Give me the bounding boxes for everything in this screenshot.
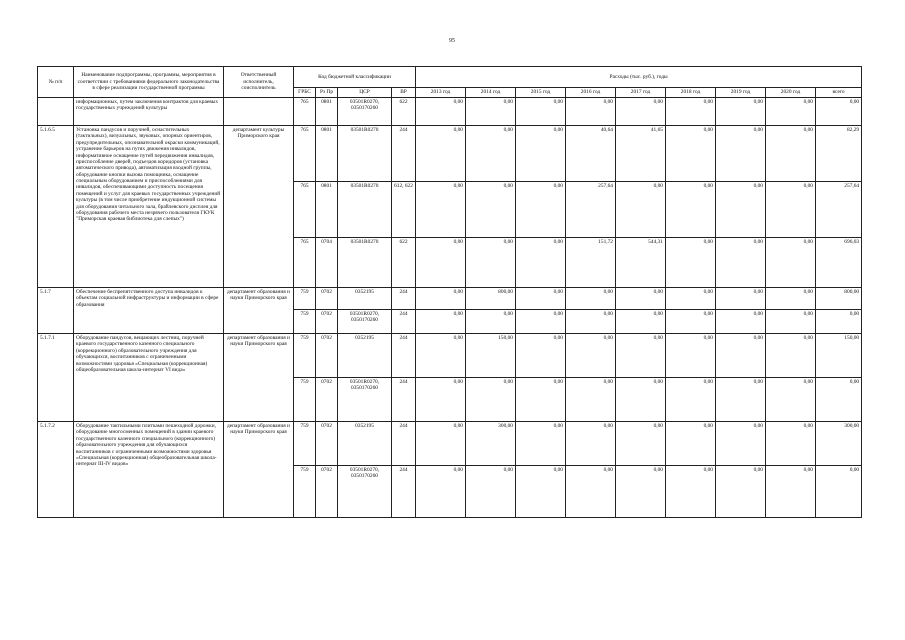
year-value-cell: 0,00 [766,466,816,518]
year-value-cell: 0,00 [766,310,816,334]
year-value-cell: 0,00 [766,422,816,466]
vr-cell: 244 [392,334,416,378]
total-cell: 800,00 [816,288,862,310]
header-year-2020: 2020 год [766,88,816,98]
rzpr-cell: 0801 [316,98,338,126]
item-name: Оборудование пандусов, вещающих лестниц, поручней краевого государственного казенного специального (коррекционного) образовательного учреждения для обучающихся, воспитанников с ограниченными возможностями здоровья «Специальная (коррекционная) общеобразовательная школа-интернат VI вида» [74,334,224,422]
rzpr-cell: 0704 [316,238,338,288]
year-value-cell: 0,00 [716,466,766,518]
header-year-2013: 2013 год [416,88,466,98]
header-responsible: Ответственный исполнитель, соисполнитель [224,67,294,98]
rzpr-cell: 0702 [316,334,338,378]
rzpr-cell: 0702 [316,422,338,466]
year-value-cell: 0,00 [716,288,766,310]
year-value-cell: 0,00 [716,182,766,238]
year-value-cell: 0,00 [466,310,516,334]
year-value-cell: 0,00 [666,126,716,182]
year-value-cell: 0,00 [716,310,766,334]
year-value-cell: 0,00 [466,238,516,288]
year-value-cell: 0,00 [666,310,716,334]
total-cell: 0,00 [816,466,862,518]
year-value-cell: 0,00 [616,334,666,378]
item-responsible: департамент образования и науки Приморского края [224,288,294,334]
item-name: Оборудование тактильными плитками пешеходной дорожки, оборудование многосменных помещений в здании краевого государственного казенного специального (коррекционного) образовательного учреждения для обучающихся воспитанников с ограниченными возможностями здоровья «Специальная (коррекционная) общеобразовательная школа-интернат III-IV видов» [74,422,224,518]
year-value-cell: 0,00 [566,466,616,518]
year-value-cell: 0,00 [516,422,566,466]
year-value-cell: 0,00 [666,422,716,466]
grbs-cell: 765 [294,182,316,238]
total-cell: 696,03 [816,238,862,288]
year-value-cell: 0,00 [766,238,816,288]
csr-cell: 03501R0270, 0350170260 [338,98,392,126]
year-value-cell: 0,00 [516,310,566,334]
grbs-cell: 759 [294,310,316,334]
item-responsible: департамент культуры Приморского края [224,126,294,288]
csr-cell: 03501R0270, 0350170260 [338,310,392,334]
vr-cell: 612, 622 [392,182,416,238]
year-value-cell: 0,00 [416,422,466,466]
item-responsible: департамент образования и науки Приморского края [224,334,294,422]
item-number [38,98,74,126]
year-value-cell: 0,00 [716,334,766,378]
grbs-cell: 765 [294,238,316,288]
header-csr: ЦСР [338,88,392,98]
year-value-cell: 257,64 [566,182,616,238]
rzpr-cell: 0801 [316,126,338,182]
vr-cell: 244 [392,466,416,518]
grbs-cell: 759 [294,422,316,466]
table-row [38,334,862,378]
year-value-cell: 0,00 [466,378,516,422]
year-value-cell: 0,00 [716,378,766,422]
header-total: всего [816,88,862,98]
table-row [38,288,862,310]
year-value-cell: 0,00 [766,98,816,126]
page-number: 95 [449,38,455,44]
year-value-cell: 0,00 [566,334,616,378]
year-value-cell: 0,00 [616,182,666,238]
total-cell: 0,00 [816,98,862,126]
year-value-cell: 0,00 [516,334,566,378]
year-value-cell: 0,00 [466,466,516,518]
vr-cell: 622 [392,238,416,288]
year-value-cell: 0,00 [616,288,666,310]
header-year-2019: 2019 год [716,88,766,98]
rzpr-cell: 0801 [316,182,338,238]
vr-cell: 244 [392,378,416,422]
csr-cell: 0352195 [338,334,392,378]
year-value-cell: 0,00 [466,98,516,126]
year-value-cell: 544,31 [616,238,666,288]
header-year-2016: 2016 год [566,88,616,98]
year-value-cell: 0,00 [766,126,816,182]
rzpr-cell: 0702 [316,288,338,310]
grbs-cell: 759 [294,466,316,518]
year-value-cell: 0,00 [516,378,566,422]
header-year-2015: 2015 год [516,88,566,98]
year-value-cell: 0,00 [516,288,566,310]
year-value-cell: 0,00 [616,98,666,126]
year-value-cell: 0,00 [666,182,716,238]
year-value-cell: 0,00 [566,422,616,466]
header-num: № п/п [38,67,74,98]
year-value-cell: 151,72 [566,238,616,288]
item-number: 5.1.7.1 [38,334,74,422]
total-cell: 257,64 [816,182,862,238]
year-value-cell: 0,00 [416,334,466,378]
year-value-cell: 0,00 [666,334,716,378]
total-cell: 0,00 [816,310,862,334]
header-budget-code-group: Код бюджетной классификации [294,67,416,88]
year-value-cell: 0,00 [566,98,616,126]
year-value-cell: 0,00 [666,98,716,126]
year-value-cell: 0,00 [466,126,516,182]
total-cell: 0,00 [816,378,862,422]
grbs-cell: 759 [294,288,316,310]
vr-cell: 244 [392,310,416,334]
year-value-cell: 0,00 [666,288,716,310]
header-vr: ВР [392,88,416,98]
vr-cell: 244 [392,288,416,310]
year-value-cell: 0,00 [416,126,466,182]
year-value-cell: 0,00 [666,466,716,518]
table-body [38,98,862,518]
year-value-cell: 0,00 [766,288,816,310]
item-responsible [224,98,294,126]
table-row [38,126,862,182]
item-name: Установка пандусов и поручней, оснастительных (тактильных), визуальных, звуковых, опорных ориентиров, предупредительных, опознавательной окраски коммуникаций, устранение барьеров на путях движения инвалидов, информативное оснащение путей передвижения инвалидов, приспособление дверей, подъездов коридоров (установка автоматического привода), автоматизация входной группы, оборудование кнопки вызова помощника, оснащение специальным оборудованием и приспособлениями для инвалидов, обеспечивающими доступность посещения помещений и услуг для краевых государственных учреждений культуры (в том числе приобретение индукционной системы для оборудования читального зала, брайлевского дисплея для оборудования рабочего места незрячего пользователя ГКУК "Приморская краевая библиотека для слепых") [74,126,224,288]
year-value-cell: 0,00 [566,310,616,334]
table-row [38,98,862,126]
year-value-cell: 0,00 [766,378,816,422]
csr-cell: 0352195 [338,288,392,310]
year-value-cell: 800,00 [466,288,516,310]
year-value-cell: 300,00 [466,422,516,466]
total-cell: 300,00 [816,422,862,466]
year-value-cell: 0,00 [516,126,566,182]
year-value-cell: 0,00 [566,378,616,422]
year-value-cell: 0,00 [516,182,566,238]
year-value-cell: 0,00 [666,238,716,288]
year-value-cell: 0,00 [516,238,566,288]
rzpr-cell: 0702 [316,310,338,334]
year-value-cell: 0,00 [416,466,466,518]
year-value-cell: 0,00 [716,238,766,288]
csr-cell: 03501R0270, 0350170260 [338,378,392,422]
header-year-2018: 2018 год [666,88,716,98]
vr-cell: 622 [392,98,416,126]
grbs-cell: 759 [294,334,316,378]
year-value-cell: 0,00 [716,422,766,466]
csr-cell: 03501R0270 [338,126,392,182]
year-value-cell: 0,00 [516,98,566,126]
year-value-cell: 0,00 [616,466,666,518]
year-value-cell: 0,00 [616,422,666,466]
header-grbs: ГРБС [294,88,316,98]
csr-cell: 03501R0270, 0350170260 [338,466,392,518]
csr-cell: 03501R0270 [338,182,392,238]
item-name: Обеспечение беспрепятственного доступа инвалидов к объектам социальной инфраструктуры и информации в сфере образования [74,288,224,334]
header-year-2014: 2014 год [466,88,516,98]
rzpr-cell: 0702 [316,466,338,518]
grbs-cell: 765 [294,98,316,126]
year-value-cell: 40,64 [566,126,616,182]
year-value-cell: 0,00 [766,334,816,378]
item-responsible: департамент образования и науки Приморского края [224,422,294,518]
item-number: 5.1.7 [38,288,74,334]
year-value-cell: 0,00 [566,288,616,310]
grbs-cell: 765 [294,126,316,182]
year-value-cell: 150,00 [466,334,516,378]
header-expenses-group: Расходы (тыс. руб.), годы [416,67,862,88]
year-value-cell: 0,00 [416,238,466,288]
budget-table [37,66,862,518]
year-value-cell: 0,00 [516,466,566,518]
csr-cell: 03501R0270 [338,238,392,288]
csr-cell: 0352195 [338,422,392,466]
year-value-cell: 0,00 [616,378,666,422]
rzpr-cell: 0702 [316,378,338,422]
item-number: 5.1.6.5 [38,126,74,288]
header-name: Наименование подпрограммы, программы, мероприятия в соответствии с требованиями федерального законодательства в сфере реализации государственной программы [74,67,224,98]
year-value-cell: 0,00 [716,126,766,182]
year-value-cell: 0,00 [416,98,466,126]
year-value-cell: 0,00 [766,182,816,238]
year-value-cell: 0,00 [716,98,766,126]
year-value-cell: 0,00 [666,378,716,422]
vr-cell: 244 [392,126,416,182]
total-cell: 82,29 [816,126,862,182]
item-name: информационных, путем заключения контрактов для краевых государственных учреждений культуры [74,98,224,126]
table-row [38,422,862,466]
year-value-cell: 0,00 [466,182,516,238]
year-value-cell: 0,00 [416,182,466,238]
item-number: 5.1.7.2 [38,422,74,518]
year-value-cell: 41,65 [616,126,666,182]
year-value-cell: 0,00 [416,288,466,310]
year-value-cell: 0,00 [416,378,466,422]
total-cell: 150,00 [816,334,862,378]
grbs-cell: 759 [294,378,316,422]
header-year-2017: 2017 год [616,88,666,98]
header-rzpr: Рз Пр [316,88,338,98]
year-value-cell: 0,00 [416,310,466,334]
year-value-cell: 0,00 [616,310,666,334]
vr-cell: 244 [392,422,416,466]
